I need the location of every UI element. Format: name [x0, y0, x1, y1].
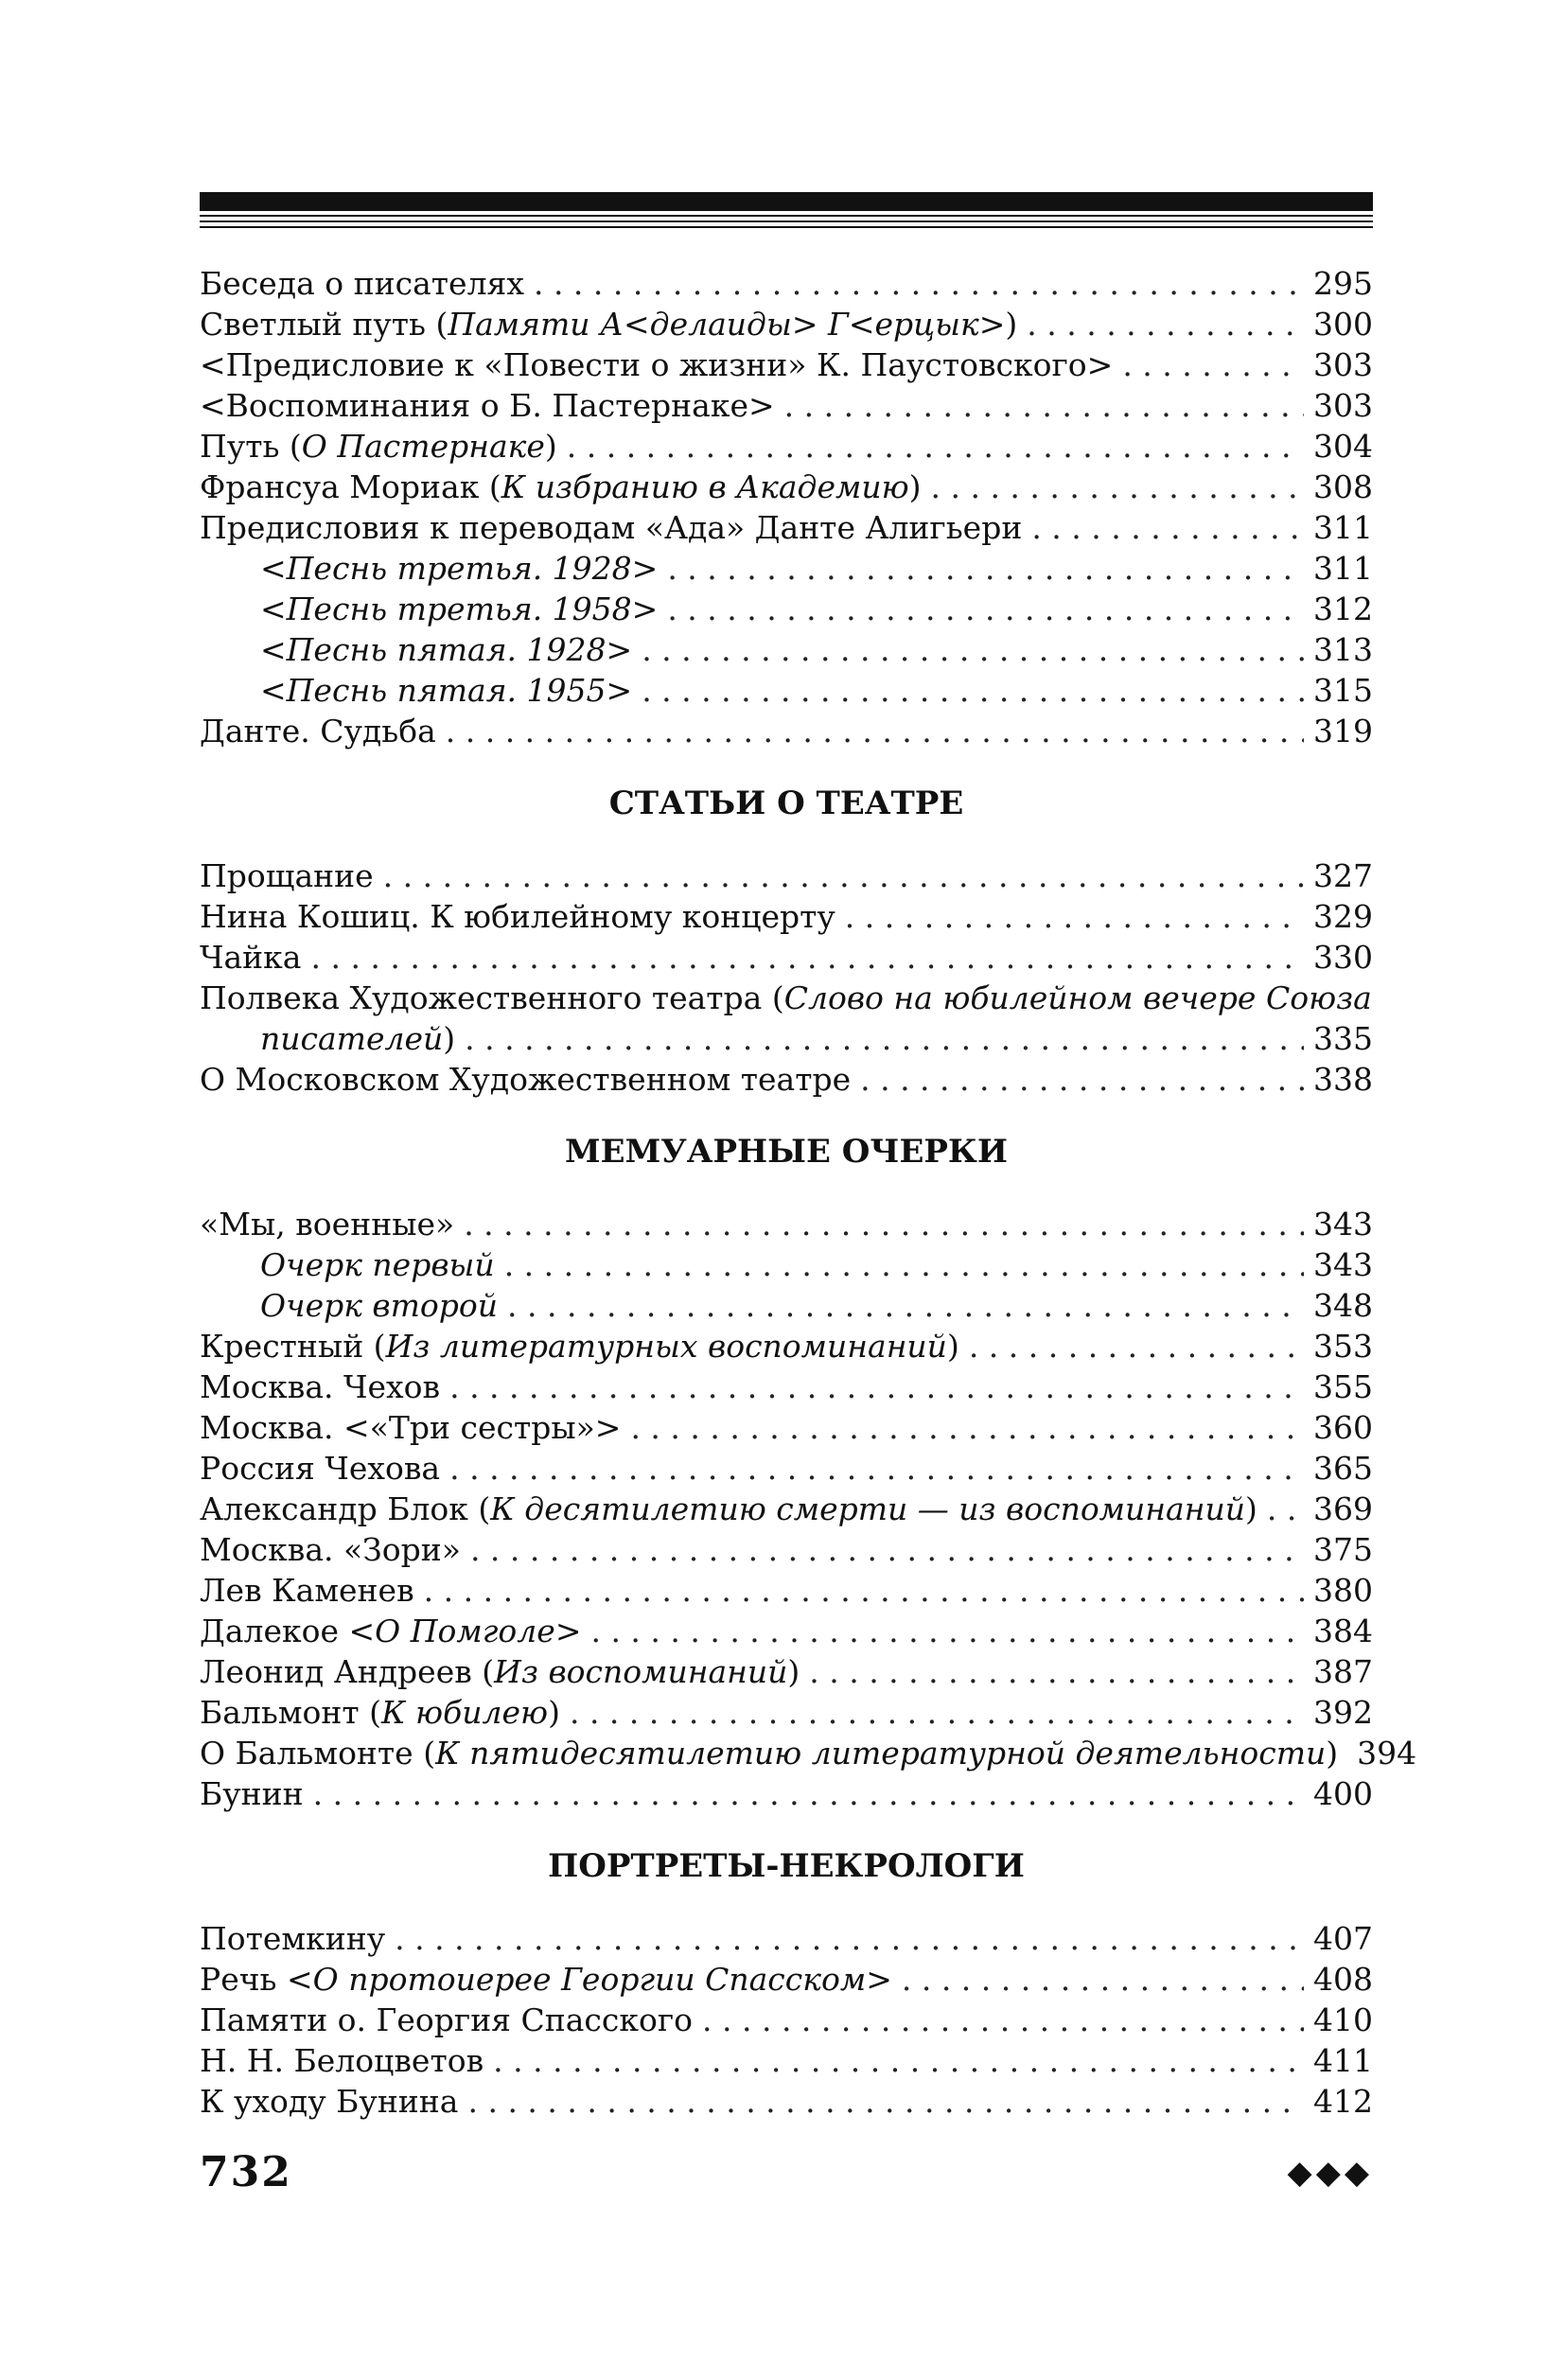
toc-entry-title-line	[200, 978, 1372, 1018]
toc-page-number: 387	[1313, 1653, 1373, 1690]
toc-entry-text	[260, 548, 658, 589]
dot-leader	[570, 1692, 1304, 1733]
toc-entry-title: Россия Чехова	[200, 1450, 441, 1487]
toc-entry-text	[200, 2040, 484, 2081]
toc-entry-text	[200, 711, 436, 751]
toc-entry-title: Далекое <	[200, 1613, 376, 1649]
toc-entry	[200, 1570, 1373, 1611]
toc-entry-closing: )	[548, 1694, 560, 1731]
toc-entry-text	[200, 896, 835, 937]
toc-entry	[200, 670, 1373, 711]
toc-entry-text	[200, 426, 557, 467]
toc-entry-title: <	[260, 631, 287, 668]
toc-entry-text	[200, 2000, 693, 2040]
toc-page-number: 400	[1313, 1775, 1373, 1812]
toc-entry-title: <Предисловие к «Повести о жизни» К. Паустовского>	[200, 346, 1114, 383]
toc-entry-subtitle: Очерк второй	[260, 1287, 499, 1324]
toc-page-number: 353	[1313, 1328, 1373, 1365]
toc-page-number: 355	[1313, 1368, 1373, 1405]
toc-page-number: 410	[1313, 2001, 1373, 2038]
toc-page-number: 384	[1313, 1613, 1373, 1649]
toc-entry	[200, 263, 1373, 304]
toc-entry-subtitle: Из воспоминаний	[494, 1653, 788, 1690]
toc-entry-title: Франсуа Мориак (	[200, 468, 501, 505]
toc-entry-closing: )	[787, 1653, 800, 1690]
dot-leader	[383, 855, 1304, 896]
page-number: 732	[200, 2148, 292, 2196]
toc-entry	[200, 1366, 1373, 1407]
toc-entry-subtitle: К избранию в Академию	[501, 468, 909, 505]
toc-entry-subtitle: К десятилетию смерти — из воспоминаний	[490, 1490, 1245, 1527]
dot-leader	[449, 1448, 1304, 1489]
toc-entry-text	[200, 1489, 1257, 1529]
dot-leader	[969, 1326, 1304, 1366]
toc-entry	[200, 937, 1373, 978]
dot-leader	[504, 1244, 1304, 1285]
toc-page-number: 407	[1313, 1920, 1373, 1957]
toc-entry-subtitle: О Пастернаке	[301, 428, 545, 465]
header-rule-thin-3	[200, 226, 1373, 228]
toc-entry-title: Данте. Судьба	[200, 713, 436, 749]
toc-entry-subtitle: К юбилею	[381, 1694, 549, 1731]
dot-leader	[1267, 1489, 1304, 1529]
toc-entry-title: Беседа о писателях	[200, 265, 524, 302]
toc-entry-title: Бальмонт (	[200, 1694, 382, 1731]
toc-entry-title: Предисловия к переводам «Ада» Данте Алигьери	[200, 509, 1023, 546]
dot-leader	[1122, 344, 1304, 385]
toc-entry-title: Прощание	[200, 857, 374, 894]
toc-entry-title: Александр Блок (	[200, 1490, 491, 1527]
toc-page-number: 313	[1313, 631, 1373, 668]
toc-entry-text	[260, 670, 632, 711]
toc-page-number: 343	[1313, 1246, 1373, 1283]
toc-entry-subtitle: Слово на юбилейном вечере Союза	[783, 979, 1372, 1016]
dot-leader	[567, 426, 1304, 467]
toc-entry-text	[200, 1611, 581, 1651]
toc-entry-text	[200, 1733, 1338, 1773]
toc-page-number: 375	[1313, 1531, 1373, 1568]
toc-entry-text	[200, 1692, 560, 1733]
toc-page-number: 303	[1313, 346, 1373, 383]
toc-entry-subtitle: Песнь третья. 1928	[286, 550, 632, 587]
dot-leader	[465, 1018, 1304, 1059]
toc-entry-closing: >	[866, 1961, 892, 1998]
toc-page-number: 303	[1313, 387, 1373, 424]
toc-entry	[200, 1326, 1373, 1366]
toc-entry-text	[200, 1773, 304, 1814]
toc-entry-text	[200, 507, 1022, 548]
dot-leader	[931, 467, 1304, 507]
dot-leader	[1027, 304, 1304, 344]
toc-entry-text	[200, 385, 775, 426]
toc-entry-subtitle: К пятидесятилетию литературной деятельности	[435, 1735, 1327, 1772]
toc-entry-title: Леонид Андреев (	[200, 1653, 495, 1690]
section-heading: ПОРТРЕТЫ-НЕКРОЛОГИ	[548, 1847, 1025, 1885]
toc-entry-title: Чайка	[200, 939, 302, 976]
toc-entry-title: <Воспоминания о Б. Пастернаке>	[200, 387, 775, 424]
toc-entry	[200, 1059, 1373, 1100]
dot-leader	[809, 1651, 1304, 1692]
toc-entry-closing: >	[606, 672, 633, 709]
toc-entry-text	[200, 1326, 959, 1366]
toc-entry	[200, 1611, 1373, 1651]
toc-entry-subtitle: Песнь пятая. 1955	[286, 672, 607, 709]
toc-entry-title: Н. Н. Белоцветов	[200, 2042, 484, 2079]
toc-entry	[200, 467, 1373, 507]
toc-page-number: 392	[1313, 1694, 1373, 1731]
toc-page-number: 300	[1313, 306, 1373, 343]
toc-entry-text	[200, 344, 1113, 385]
toc-page-number: 360	[1313, 1409, 1373, 1446]
toc-entry-text	[200, 937, 301, 978]
toc-entry-subtitle: О протоиерее Георгии Спасском	[312, 1961, 867, 1998]
toc-entry-closing: )	[1005, 306, 1018, 343]
toc-entry-text	[200, 855, 374, 896]
toc-entry-continuation	[200, 1018, 1373, 1059]
toc-entry	[200, 1285, 1373, 1326]
header-rule-thick	[200, 192, 1373, 211]
dot-leader	[702, 2000, 1304, 2040]
dot-leader	[424, 1570, 1304, 1611]
toc-entry	[200, 1448, 1373, 1489]
toc-entry-closing: )	[908, 468, 922, 505]
toc-page-number: 365	[1313, 1450, 1373, 1487]
toc-entry-title: <	[260, 591, 287, 627]
toc-entry-title: Светлый путь (	[200, 306, 448, 343]
toc-entry-text	[260, 589, 658, 629]
dot-leader	[534, 263, 1304, 304]
toc-entry	[200, 978, 1373, 1018]
toc-page-number: 327	[1313, 857, 1373, 894]
toc-entry-title: <	[260, 672, 287, 709]
toc-page-number: 380	[1313, 1572, 1373, 1609]
toc-entry	[200, 2081, 1373, 2122]
dot-leader	[1031, 507, 1304, 548]
dot-leader	[446, 711, 1304, 751]
toc-page-number: 304	[1313, 428, 1373, 465]
toc-page-number: 408	[1313, 1961, 1373, 1998]
toc-entry-text	[200, 1448, 440, 1489]
toc-entry	[200, 1407, 1373, 1448]
toc-entry	[200, 896, 1373, 937]
toc-entry-title: О Московском Художественном театре	[200, 1061, 852, 1098]
toc-page-number: 369	[1313, 1490, 1373, 1527]
dot-leader	[667, 589, 1304, 629]
toc-page-number: 312	[1313, 591, 1373, 627]
toc-entry	[200, 385, 1373, 426]
toc-entry-title: Речь <	[200, 1961, 313, 1998]
toc-entry-text	[200, 304, 1017, 344]
toc-entry-title: Памяти о. Георгия Спасского	[200, 2001, 694, 2038]
toc-entry-text	[200, 1570, 414, 1611]
toc-entry	[200, 1244, 1373, 1285]
dot-leader	[313, 1773, 1304, 1814]
toc-entry-subtitle: Из литературных воспоминаний	[385, 1328, 947, 1365]
toc-entry-text	[200, 263, 524, 304]
toc-page-number: 308	[1313, 468, 1373, 505]
toc-entry-text	[200, 2081, 458, 2122]
page-footer	[200, 2148, 1373, 2205]
toc-entry	[200, 1204, 1373, 1244]
toc-entry	[200, 1651, 1373, 1692]
toc-entry-title: Крестный (	[200, 1328, 386, 1365]
toc-page-number: 335	[1313, 1020, 1373, 1057]
ornament-diamonds-icon: ◆◆◆	[1287, 2154, 1373, 2192]
toc-entry	[200, 1489, 1373, 1529]
toc-page-number: 411	[1313, 2042, 1373, 2079]
dot-leader	[642, 629, 1304, 670]
toc-page-number: 412	[1313, 2083, 1373, 2120]
toc-page-number: 329	[1313, 898, 1373, 935]
toc-entry	[200, 711, 1373, 751]
toc-entry	[200, 2040, 1373, 2081]
toc-entry-text	[200, 1407, 621, 1448]
toc-entry-closing: >	[631, 550, 659, 587]
toc-entry-subtitle-continuation: писателей	[260, 1020, 444, 1057]
toc-entry	[200, 304, 1373, 344]
toc-entry-title: Лев Каменев	[200, 1572, 414, 1609]
toc-entry-subtitle: О Помголе	[375, 1613, 555, 1649]
toc-entry-title: <	[260, 550, 287, 587]
toc-entry	[200, 1959, 1373, 2000]
toc-entry	[200, 1529, 1373, 1570]
dot-leader	[395, 1918, 1304, 1959]
toc-entry-closing: )	[544, 428, 557, 465]
table-of-contents	[200, 263, 1417, 2122]
dot-leader	[860, 1059, 1304, 1100]
toc-entry-closing: )	[443, 1020, 456, 1057]
toc-page-number: 338	[1313, 1061, 1373, 1098]
toc-entry-closing: )	[946, 1328, 959, 1365]
toc-page-number: 315	[1313, 672, 1373, 709]
toc-entry-title: Москва. Чехов	[200, 1368, 441, 1405]
dot-leader	[470, 1529, 1304, 1570]
toc-entry-title: «Мы, военные»	[200, 1206, 455, 1243]
toc-entry	[200, 548, 1373, 589]
toc-entry-closing: >	[631, 591, 659, 627]
toc-entry-title: Путь (	[200, 428, 302, 465]
toc-entry-subtitle: Памяти А<делаиды> Г<ерцык>	[448, 306, 1006, 343]
toc-entry-continuation-text	[260, 1018, 455, 1059]
section-heading: СТАТЬИ О ТЕАТРЕ	[608, 785, 964, 822]
dot-leader	[630, 1407, 1304, 1448]
toc-entry-text	[200, 1651, 800, 1692]
toc-entry	[200, 1773, 1373, 1814]
header-rule	[200, 192, 1373, 228]
dot-leader	[667, 548, 1304, 589]
toc-entry-subtitle: Песнь пятая. 1928	[286, 631, 607, 668]
toc-entry-text	[200, 1529, 461, 1570]
toc-entry-text	[200, 1204, 454, 1244]
dot-leader	[493, 2040, 1304, 2081]
toc-entry-text	[260, 629, 632, 670]
toc-page-number: 394	[1357, 1735, 1417, 1772]
header-rule-thin-1	[200, 215, 1373, 217]
toc-entry-text	[260, 1285, 498, 1326]
section-heading: МЕМУАРНЫЕ ОЧЕРКИ	[565, 1133, 1008, 1171]
toc-entry-closing: >	[554, 1613, 582, 1649]
toc-entry-text	[200, 1366, 440, 1407]
toc-entry-subtitle: Песнь третья. 1958	[286, 591, 632, 627]
toc-entry-text	[200, 1918, 385, 1959]
toc-entry	[200, 1692, 1373, 1733]
toc-entry-title: Москва. «Зори»	[200, 1531, 461, 1568]
dot-leader	[464, 1204, 1304, 1244]
toc-page-number: 295	[1313, 265, 1373, 302]
toc-entry-text	[200, 467, 922, 507]
toc-entry-title: Бунин	[200, 1775, 304, 1812]
toc-entry-title: Москва. <«Три сестры»>	[200, 1409, 622, 1446]
toc-entry	[200, 1733, 1417, 1773]
dot-leader	[467, 2081, 1304, 2122]
toc-entry-text	[200, 1959, 892, 2000]
toc-entry	[200, 344, 1373, 385]
toc-entry	[200, 629, 1373, 670]
toc-entry-closing: )	[1244, 1490, 1257, 1527]
toc-entry	[200, 855, 1373, 896]
toc-entry-closing: )	[1326, 1735, 1339, 1772]
dot-leader	[845, 896, 1304, 937]
toc-entry	[200, 426, 1373, 467]
toc-entry-text	[260, 1244, 495, 1285]
toc-page-number: 343	[1313, 1206, 1373, 1243]
toc-page-number: 330	[1313, 939, 1373, 976]
toc-page-number: 348	[1313, 1287, 1373, 1324]
dot-leader	[590, 1611, 1304, 1651]
toc-page-number: 311	[1313, 509, 1373, 546]
toc-entry-title: О Бальмонте (	[200, 1735, 436, 1772]
toc-page-number: 311	[1313, 550, 1373, 587]
toc-entry-subtitle: Очерк первый	[260, 1246, 495, 1283]
toc-entry	[200, 507, 1373, 548]
toc-page-number: 319	[1313, 713, 1373, 749]
header-rule-thin-2	[200, 220, 1373, 222]
toc-entry-title: Потемкину	[200, 1920, 386, 1957]
toc-entry	[200, 1918, 1373, 1959]
dot-leader	[507, 1285, 1304, 1326]
toc-entry	[200, 2000, 1373, 2040]
dot-leader	[902, 1959, 1304, 2000]
toc-entry-title: К уходу Бунина	[200, 2083, 459, 2120]
dot-leader	[784, 385, 1304, 426]
toc-entry	[200, 589, 1373, 629]
dot-leader	[310, 937, 1304, 978]
toc-entry-closing: >	[606, 631, 633, 668]
toc-entry-title: Нина Кошиц. К юбилейному концерту	[200, 898, 835, 935]
dot-leader	[642, 670, 1304, 711]
toc-entry-text	[200, 1059, 851, 1100]
toc-entry-title: Полвека Художественного театра (	[200, 979, 784, 1016]
dot-leader	[449, 1366, 1304, 1407]
